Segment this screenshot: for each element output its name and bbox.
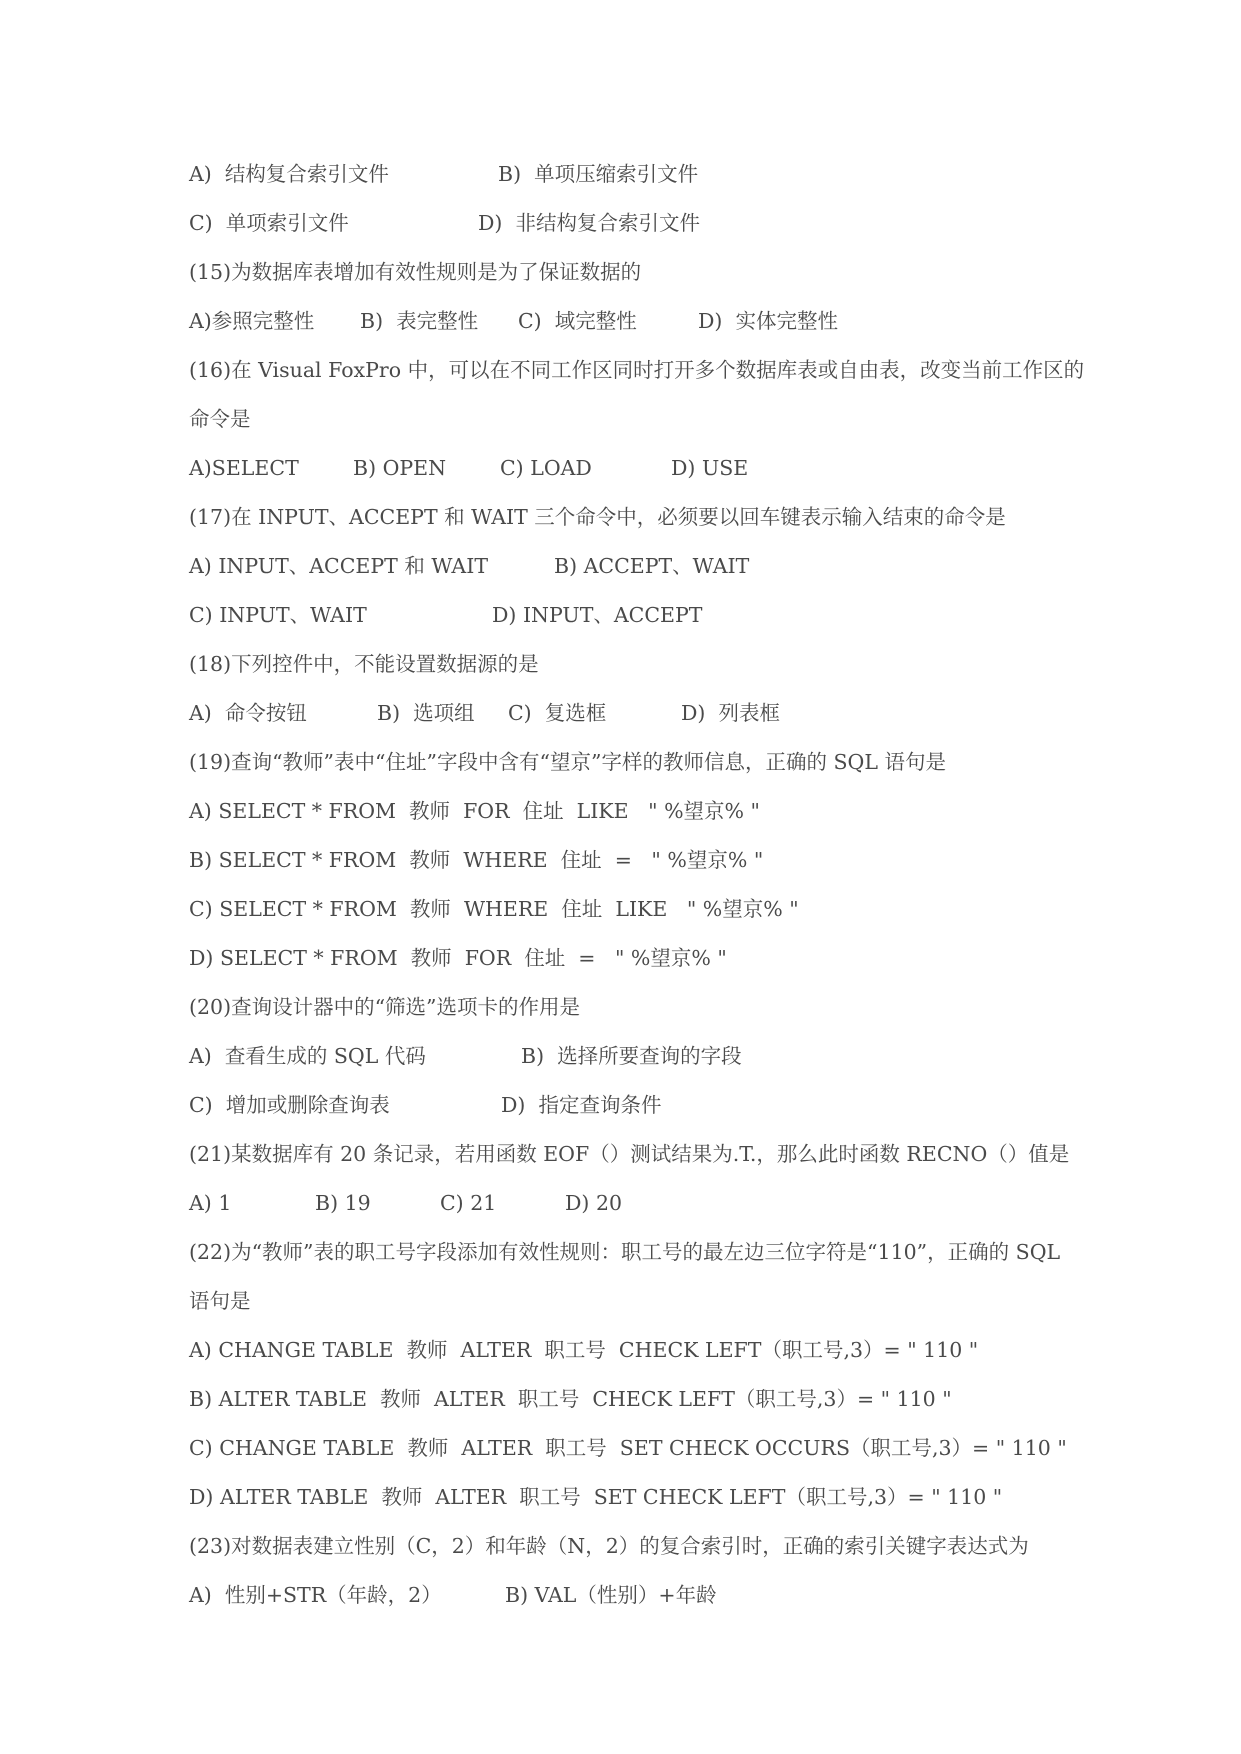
question-19	[189, 744, 946, 780]
option-d: D) INPUT、ACCEPT	[492, 603, 703, 627]
option-a	[189, 793, 760, 829]
question-22	[189, 1234, 1061, 1270]
option-a: A)参照完整性	[189, 309, 315, 333]
option-text: D) SELECT * FROM 教师 FOR 住址 = " %望京% "	[189, 946, 727, 970]
option-text: B) ALTER TABLE 教师 ALTER 职工号 CHECK LEFT（职工号,3）= " 110 "	[189, 1387, 952, 1411]
option-text: D) ALTER TABLE 教师 ALTER 职工号 SET CHECK LEFT（职工号,3）= " 110 "	[189, 1485, 1003, 1509]
option-c: C) 域完整性	[518, 309, 637, 333]
text-line	[189, 156, 699, 192]
option-b: B) 19	[315, 1191, 371, 1215]
option-b: B) 表完整性	[360, 309, 479, 333]
option-a: A) 命令按钮	[189, 701, 307, 725]
option-c	[189, 891, 799, 927]
text-line	[189, 548, 750, 584]
option-c: C) 复选框	[508, 701, 607, 725]
text-line	[189, 597, 703, 633]
question-text: (23)对数据表建立性别（C，2）和年龄（N，2）的复合索引时，正确的索引关键字表达式为	[189, 1534, 1029, 1558]
option-d: D) 20	[565, 1191, 623, 1215]
question-text: (16)在 Visual FoxPro 中，可以在不同工作区同时打开多个数据库表或自由表，改变当前工作区的	[189, 358, 1085, 382]
option-a: A) 1	[189, 1191, 232, 1215]
question-text: (18)下列控件中，不能设置数据源的是	[189, 652, 539, 676]
option-a: A)SELECT	[189, 456, 299, 480]
option-c: C) 21	[440, 1191, 497, 1215]
option-d: D) USE	[671, 456, 749, 480]
option-b: B) 选择所要查询的字段	[521, 1044, 742, 1068]
option-a: A) 查看生成的 SQL 代码	[189, 1044, 426, 1068]
question-text: (21)某数据库有 20 条记录，若用函数 EOF（）测试结果为.T.，那么此时函数 RECNO（）值是	[189, 1142, 1070, 1166]
option-b: B) 选项组	[377, 701, 475, 725]
text-line	[189, 303, 838, 339]
question-18	[189, 646, 539, 682]
question-text: (17)在 INPUT、ACCEPT 和 WAIT 三个命令中，必须要以回车键表示输入结束的命令是	[189, 505, 1006, 529]
option-a: A) INPUT、ACCEPT 和 WAIT	[189, 554, 489, 578]
text-line	[189, 1185, 623, 1221]
option-c: C) LOAD	[500, 456, 592, 480]
option-text: A) CHANGE TABLE 教师 ALTER 职工号 CHECK LEFT（职工号,3）= " 110 "	[189, 1338, 979, 1362]
question-text: 命令是	[189, 407, 251, 431]
question-text: (20)查询设计器中的“筛选”选项卡的作用是	[189, 995, 581, 1019]
option-d: D) 实体完整性	[698, 309, 838, 333]
option-c: C) INPUT、WAIT	[189, 603, 367, 627]
text-line	[189, 695, 780, 731]
question-17	[189, 499, 1006, 535]
question-21	[189, 1136, 1070, 1172]
option-d: D) 列表框	[681, 701, 780, 725]
option-d	[189, 1479, 1003, 1515]
question-16-cont	[189, 401, 251, 437]
text-line	[189, 205, 700, 241]
question-23	[189, 1528, 1029, 1564]
option-b: B) VAL（性别）+年龄	[505, 1583, 717, 1607]
option-d: D) 非结构复合索引文件	[478, 211, 700, 235]
option-a: A) 性别+STR（年龄，2）	[189, 1583, 442, 1607]
option-c: C) 增加或删除查询表	[189, 1093, 390, 1117]
option-b: B) OPEN	[353, 456, 447, 480]
option-b: B) ACCEPT、WAIT	[554, 554, 750, 578]
option-a: A) 结构复合索引文件	[189, 162, 389, 186]
text-line	[189, 1577, 717, 1613]
question-text: (15)为数据库表增加有效性规则是为了保证数据的	[189, 260, 642, 284]
question-15	[189, 254, 642, 290]
text-line	[189, 1038, 742, 1074]
option-d: D) 指定查询条件	[501, 1093, 662, 1117]
text-line	[189, 1087, 662, 1123]
option-c: C) 单项索引文件	[189, 211, 349, 235]
option-d	[189, 940, 727, 976]
option-b	[189, 842, 764, 878]
option-text: A) SELECT * FROM 教师 FOR 住址 LIKE " %望京% "	[189, 799, 760, 823]
question-text: (19)查询“教师”表中“住址”字段中含有“望京”字样的教师信息，正确的 SQL 语句是	[189, 750, 946, 774]
option-text: C) SELECT * FROM 教师 WHERE 住址 LIKE " %望京% "	[189, 897, 799, 921]
question-16	[189, 352, 1085, 388]
option-b: B) 单项压缩索引文件	[498, 162, 699, 186]
question-22-cont	[189, 1283, 251, 1319]
question-20	[189, 989, 581, 1025]
question-text: (22)为“教师”表的职工号字段添加有效性规则：职工号的最左边三位字符是“110”，正确的 SQL	[189, 1240, 1061, 1264]
option-text: C) CHANGE TABLE 教师 ALTER 职工号 SET CHECK OCCURS（职工号,3）= " 110 "	[189, 1436, 1067, 1460]
option-a	[189, 1332, 979, 1368]
question-text: 语句是	[189, 1289, 251, 1313]
option-b	[189, 1381, 952, 1417]
text-line	[189, 450, 749, 486]
option-text: B) SELECT * FROM 教师 WHERE 住址 = " %望京% "	[189, 848, 764, 872]
option-c	[189, 1430, 1067, 1466]
